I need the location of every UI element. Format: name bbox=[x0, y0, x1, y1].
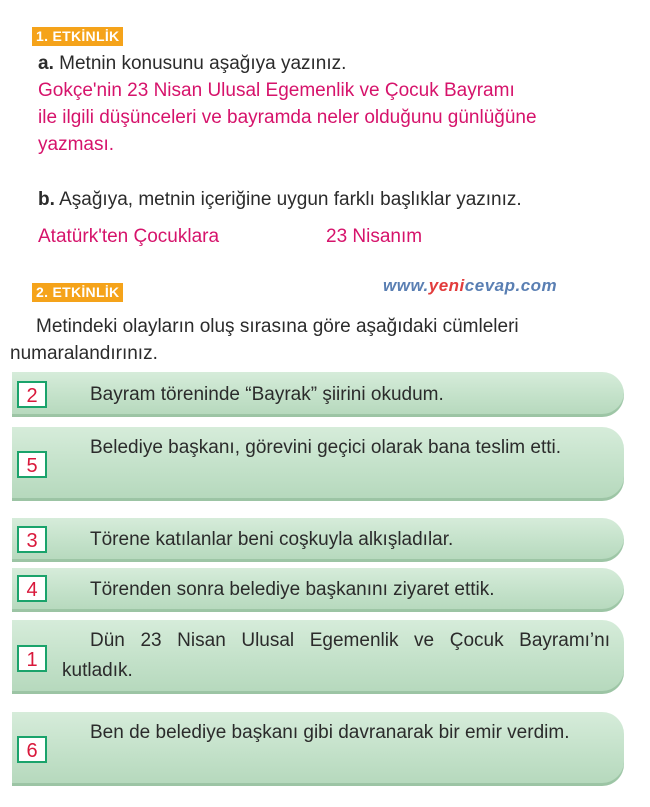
item-number: 3 bbox=[17, 526, 47, 553]
item-text: Dün 23 Nisan Ulusal Egemenlik ve Çocuk Bayramı’nı kutladık. bbox=[62, 630, 610, 681]
answer-a-line-2: ile ilgili düşünceleri ve bayramda neler olduğunu günlüğüne bbox=[38, 107, 537, 128]
list-item bbox=[12, 427, 624, 501]
item-number: 6 bbox=[17, 736, 47, 763]
list-item bbox=[12, 518, 624, 562]
list-item bbox=[12, 372, 624, 417]
question-b-letter: b. bbox=[38, 189, 55, 210]
answer-b-title-1: Atatürk'ten Çocuklara bbox=[38, 226, 220, 247]
answer-a-line-3: yazması. bbox=[38, 134, 115, 155]
item-number: 4 bbox=[17, 575, 47, 602]
item-text: Belediye başkanı, görevini geçici olarak bana teslim etti. bbox=[90, 437, 562, 458]
list-item bbox=[12, 568, 624, 612]
activity-1-badge: 1. ETKİNLİK bbox=[32, 27, 123, 46]
watermark-brand: yeni bbox=[428, 276, 465, 295]
answer-b-title-2: 23 Nisanım bbox=[326, 226, 423, 247]
watermark-prefix: www. bbox=[383, 276, 429, 295]
item-number: 5 bbox=[17, 451, 47, 478]
item-text: Törenden sonra belediye başkanını ziyaret ettik. bbox=[90, 579, 495, 600]
item-text: Törene katılanlar beni coşkuyla alkışladılar. bbox=[90, 529, 454, 550]
item-text: Bayram töreninde “Bayrak” şiirini okudum. bbox=[90, 384, 444, 405]
question-b-text: Aşağıya, metnin içeriğine uygun farklı başlıklar yazınız. bbox=[59, 189, 522, 210]
question-a-text: Metnin konusunu aşağıya yazınız. bbox=[59, 53, 347, 74]
item-number: 2 bbox=[17, 381, 47, 408]
watermark bbox=[383, 276, 557, 296]
question-b bbox=[38, 188, 522, 212]
answer-a-line-1: Gokçe'nin 23 Nisan Ulusal Egemenlik ve Çocuk Bayramı bbox=[38, 80, 515, 101]
watermark-suffix: cevap.com bbox=[464, 276, 558, 295]
item-text: Ben de belediye başkanı gibi davranarak bir emir verdim. bbox=[90, 722, 570, 743]
activity-2-badge: 2. ETKİNLİK bbox=[32, 283, 123, 302]
question-a-letter: a. bbox=[38, 53, 54, 74]
list-item bbox=[12, 620, 624, 694]
activity-2-instruction: Metindeki olayların oluş sırasına göre aşağıdaki cümleleri numaralandırınız. bbox=[10, 316, 519, 364]
question-a bbox=[38, 52, 346, 76]
list-item bbox=[12, 712, 624, 786]
item-number: 1 bbox=[17, 645, 47, 672]
